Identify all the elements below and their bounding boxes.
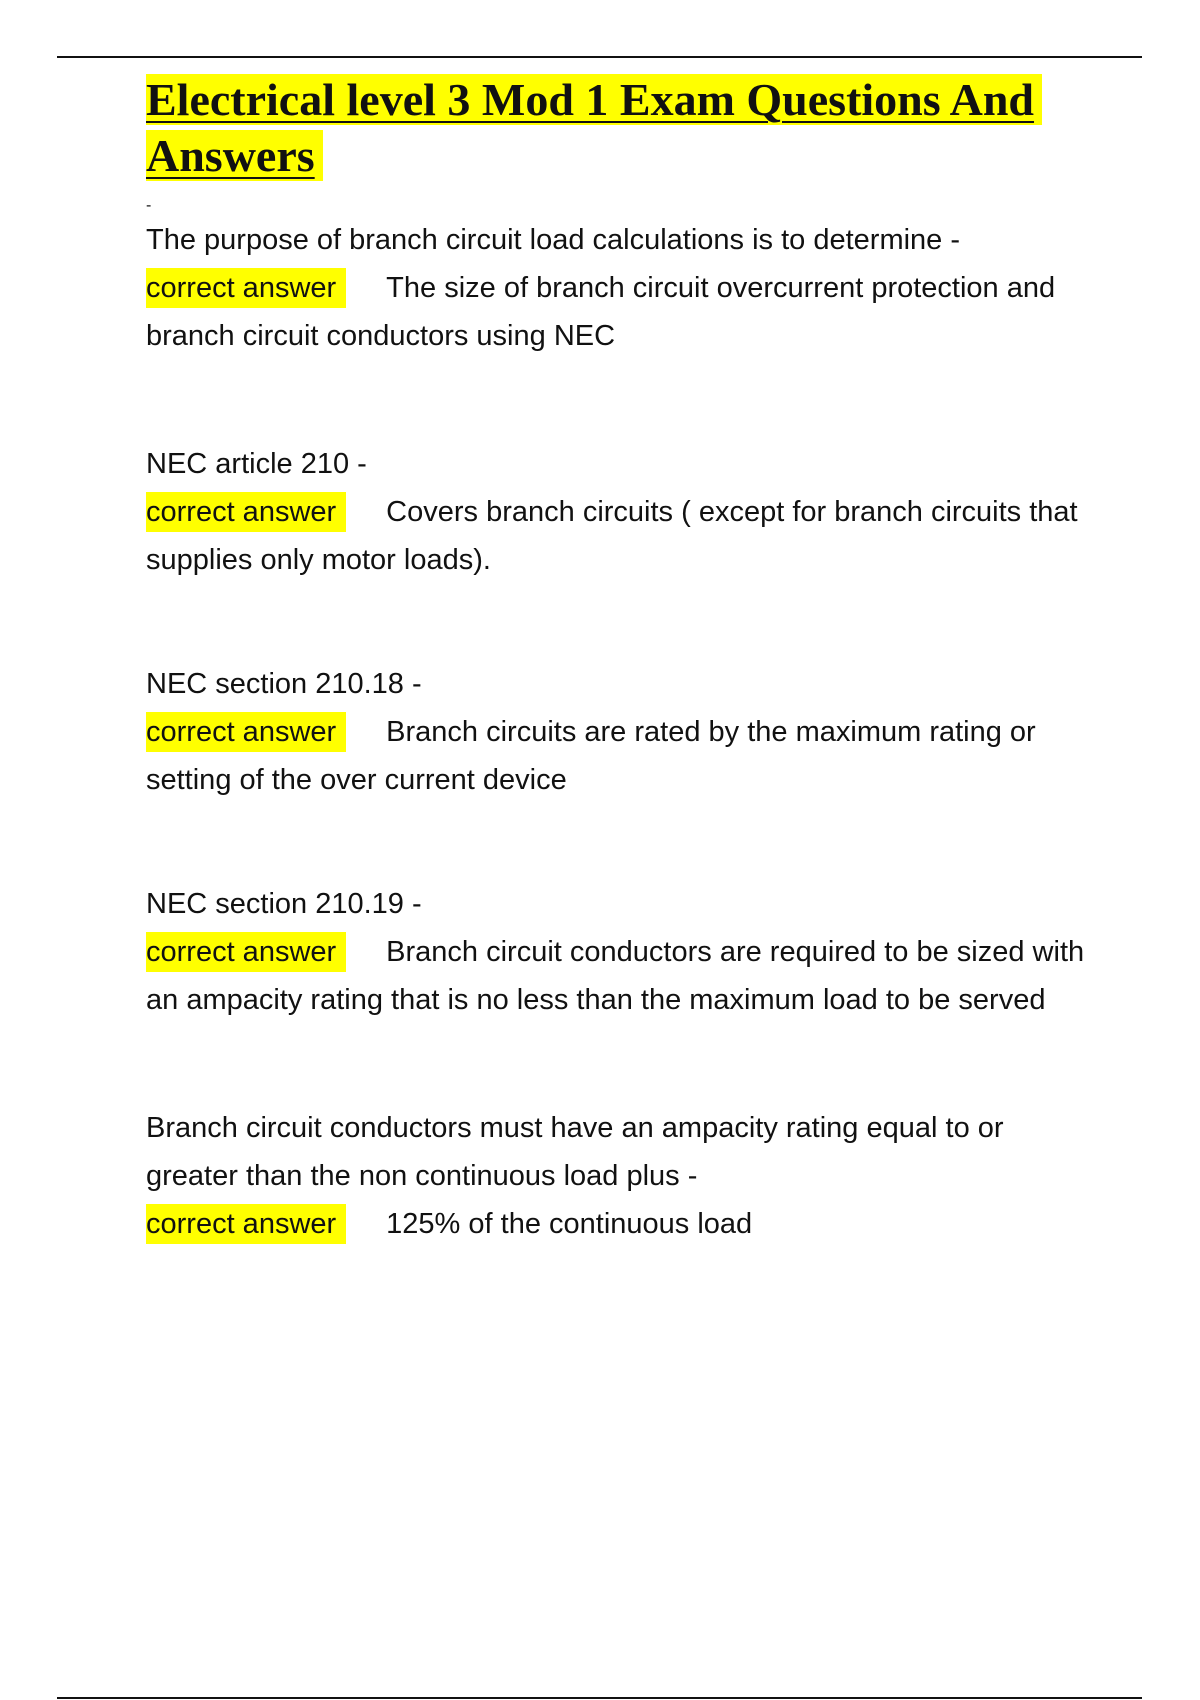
answer-line [146,928,1096,1024]
question-text: NEC section 210.18 - [146,668,422,700]
answer-text: Branch circuits are rated by the maximum rating or setting of the over current device [146,716,1036,796]
bottom-rule [57,1697,1142,1699]
answer-text: 125% of the continuous load [386,1208,753,1240]
answer-label: correct answer [146,492,346,532]
answer-label: correct answer [146,268,346,308]
document-body [146,72,1096,1248]
spacer [146,584,1096,660]
question-text: Branch circuit conductors must have an ampacity rating equal to or greater than the non continuous load plus - [146,1112,1004,1192]
question-text: NEC article 210 - [146,448,367,480]
answer-text: The size of branch circuit overcurrent protection and branch circuit conductors using NEC [146,272,1056,352]
answer-line [146,708,1096,804]
qa-item [146,216,1096,360]
top-rule [57,56,1142,58]
answer-line [146,1200,1096,1248]
spacer [146,360,1096,440]
answer-text: Covers branch circuits ( except for branch circuits that supplies only motor loads). [146,496,1078,576]
spacer [146,1024,1096,1104]
answer-label: correct answer [146,1204,346,1244]
question-text: NEC section 210.19 - [146,888,422,920]
answer-line [146,488,1096,584]
answer-label: correct answer [146,932,346,972]
question-text: The purpose of branch circuit load calculations is to determine - [146,224,961,256]
qa-item [146,660,1096,804]
spacer [146,804,1096,880]
answer-label: correct answer [146,712,346,752]
qa-item [146,880,1096,1024]
answer-line [146,264,1096,360]
qa-item [146,440,1096,584]
document-title: Electrical level 3 Mod 1 Exam Questions And Answers [146,72,1096,184]
separator-dash: - [146,197,152,214]
answer-text: Branch circuit conductors are required to be sized with an ampacity rating that is no less than the maximum load to be served [146,936,1085,1016]
qa-item [146,1104,1096,1248]
